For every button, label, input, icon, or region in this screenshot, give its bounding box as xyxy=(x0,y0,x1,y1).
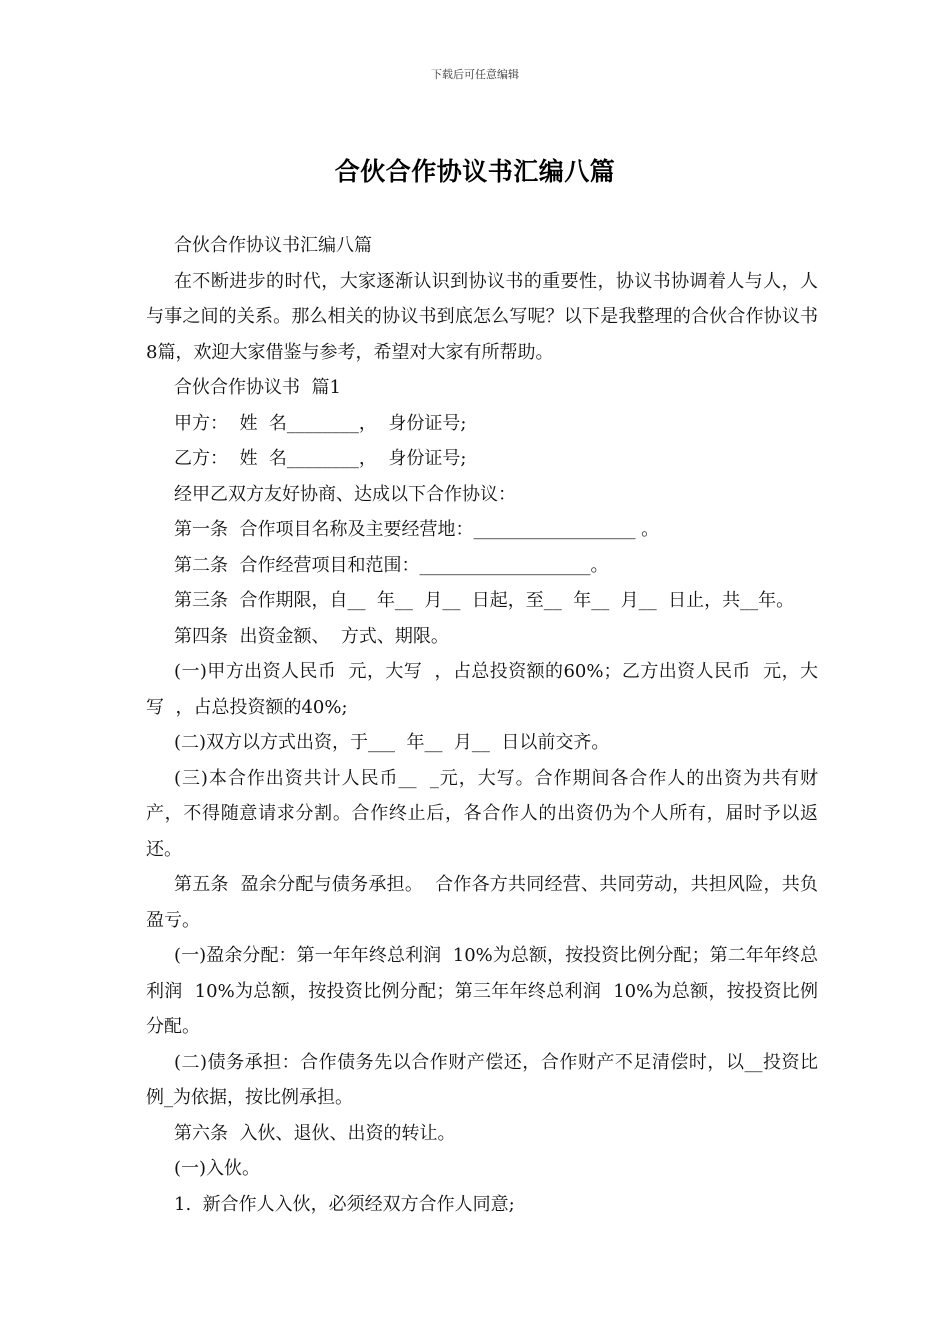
document-body xyxy=(146,228,818,1222)
header-note: 下载后可任意编辑 xyxy=(431,68,519,81)
paragraph: 乙方： 姓 名________， 身份证号; xyxy=(174,448,467,469)
paragraph: 第四条 出资金额、 方式、期限。 xyxy=(174,625,449,647)
document-title: 合伙合作协议书汇编八篇 xyxy=(334,157,616,186)
paragraph: 第六条 入伙、退伙、出资的转让。 xyxy=(174,1122,456,1144)
paragraph: 第五条 盈余分配与债务承担。 合作各方共同经营、共同劳动，共担风险，共负盈亏。 xyxy=(146,874,818,931)
paragraph: (一)入伙。 xyxy=(174,1158,261,1179)
paragraph: (三)本合作出资共计人民币__ _元，大写。合作期间各合作人的出资为共有财产，不得随意请求分割。合作终止后，各合作人的出资仍为个人所有，届时予以返还。 xyxy=(146,767,818,860)
paragraph: 甲方： 姓 名________， 身份证号; xyxy=(174,412,467,434)
paragraph: 合伙合作协议书 篇1 xyxy=(174,377,341,398)
paragraph: (二)双方以方式出资，于___ 年__ 月__ 日以前交齐。 xyxy=(174,732,610,753)
paragraph: 合伙合作协议书汇编八篇 xyxy=(174,235,372,256)
paragraph: 第一条 合作项目名称及主要经营地：__________________ 。 xyxy=(174,519,660,540)
paragraph: (二)债务承担：合作债务先以合作财产偿还，合作财产不足清偿时，以__投资比例_为依据，按比例承担。 xyxy=(146,1051,818,1108)
paragraph: 第三条 合作期限，自__ 年__ 月__ 日起，至__ 年__ 月__ 日止，共__年。 xyxy=(174,590,795,611)
paragraph: 经甲乙双方友好协商、达成以下合作协议： xyxy=(174,483,516,505)
paragraph: (一)盈余分配：第一年年终总利润 10%为总额，按投资比例分配；第二年年终总利润 10%为总额，按投资比例分配；第三年年终总利润 10%为总额，按投资比例分配。 xyxy=(146,945,818,1037)
paragraph: (一)甲方出资人民币 元，大写 ，占总投资额的60%；乙方出资人民币 元，大写 ，占总投资额的40%; xyxy=(146,661,818,718)
paragraph: 1. 新合作人入伙，必须经双方合作人同意; xyxy=(174,1193,515,1215)
paragraph: 在不断进步的时代，大家逐渐认识到协议书的重要性，协议书协调着人与人，人与事之间的关系。那么相关的协议书到底怎么写呢？以下是我整理的合伙合作协议书8篇，欢迎大家借鉴与参考，希望对大家有所帮助。 xyxy=(146,270,818,363)
paragraph: 第二条 合作经营项目和范围：___________________。 xyxy=(174,554,609,576)
